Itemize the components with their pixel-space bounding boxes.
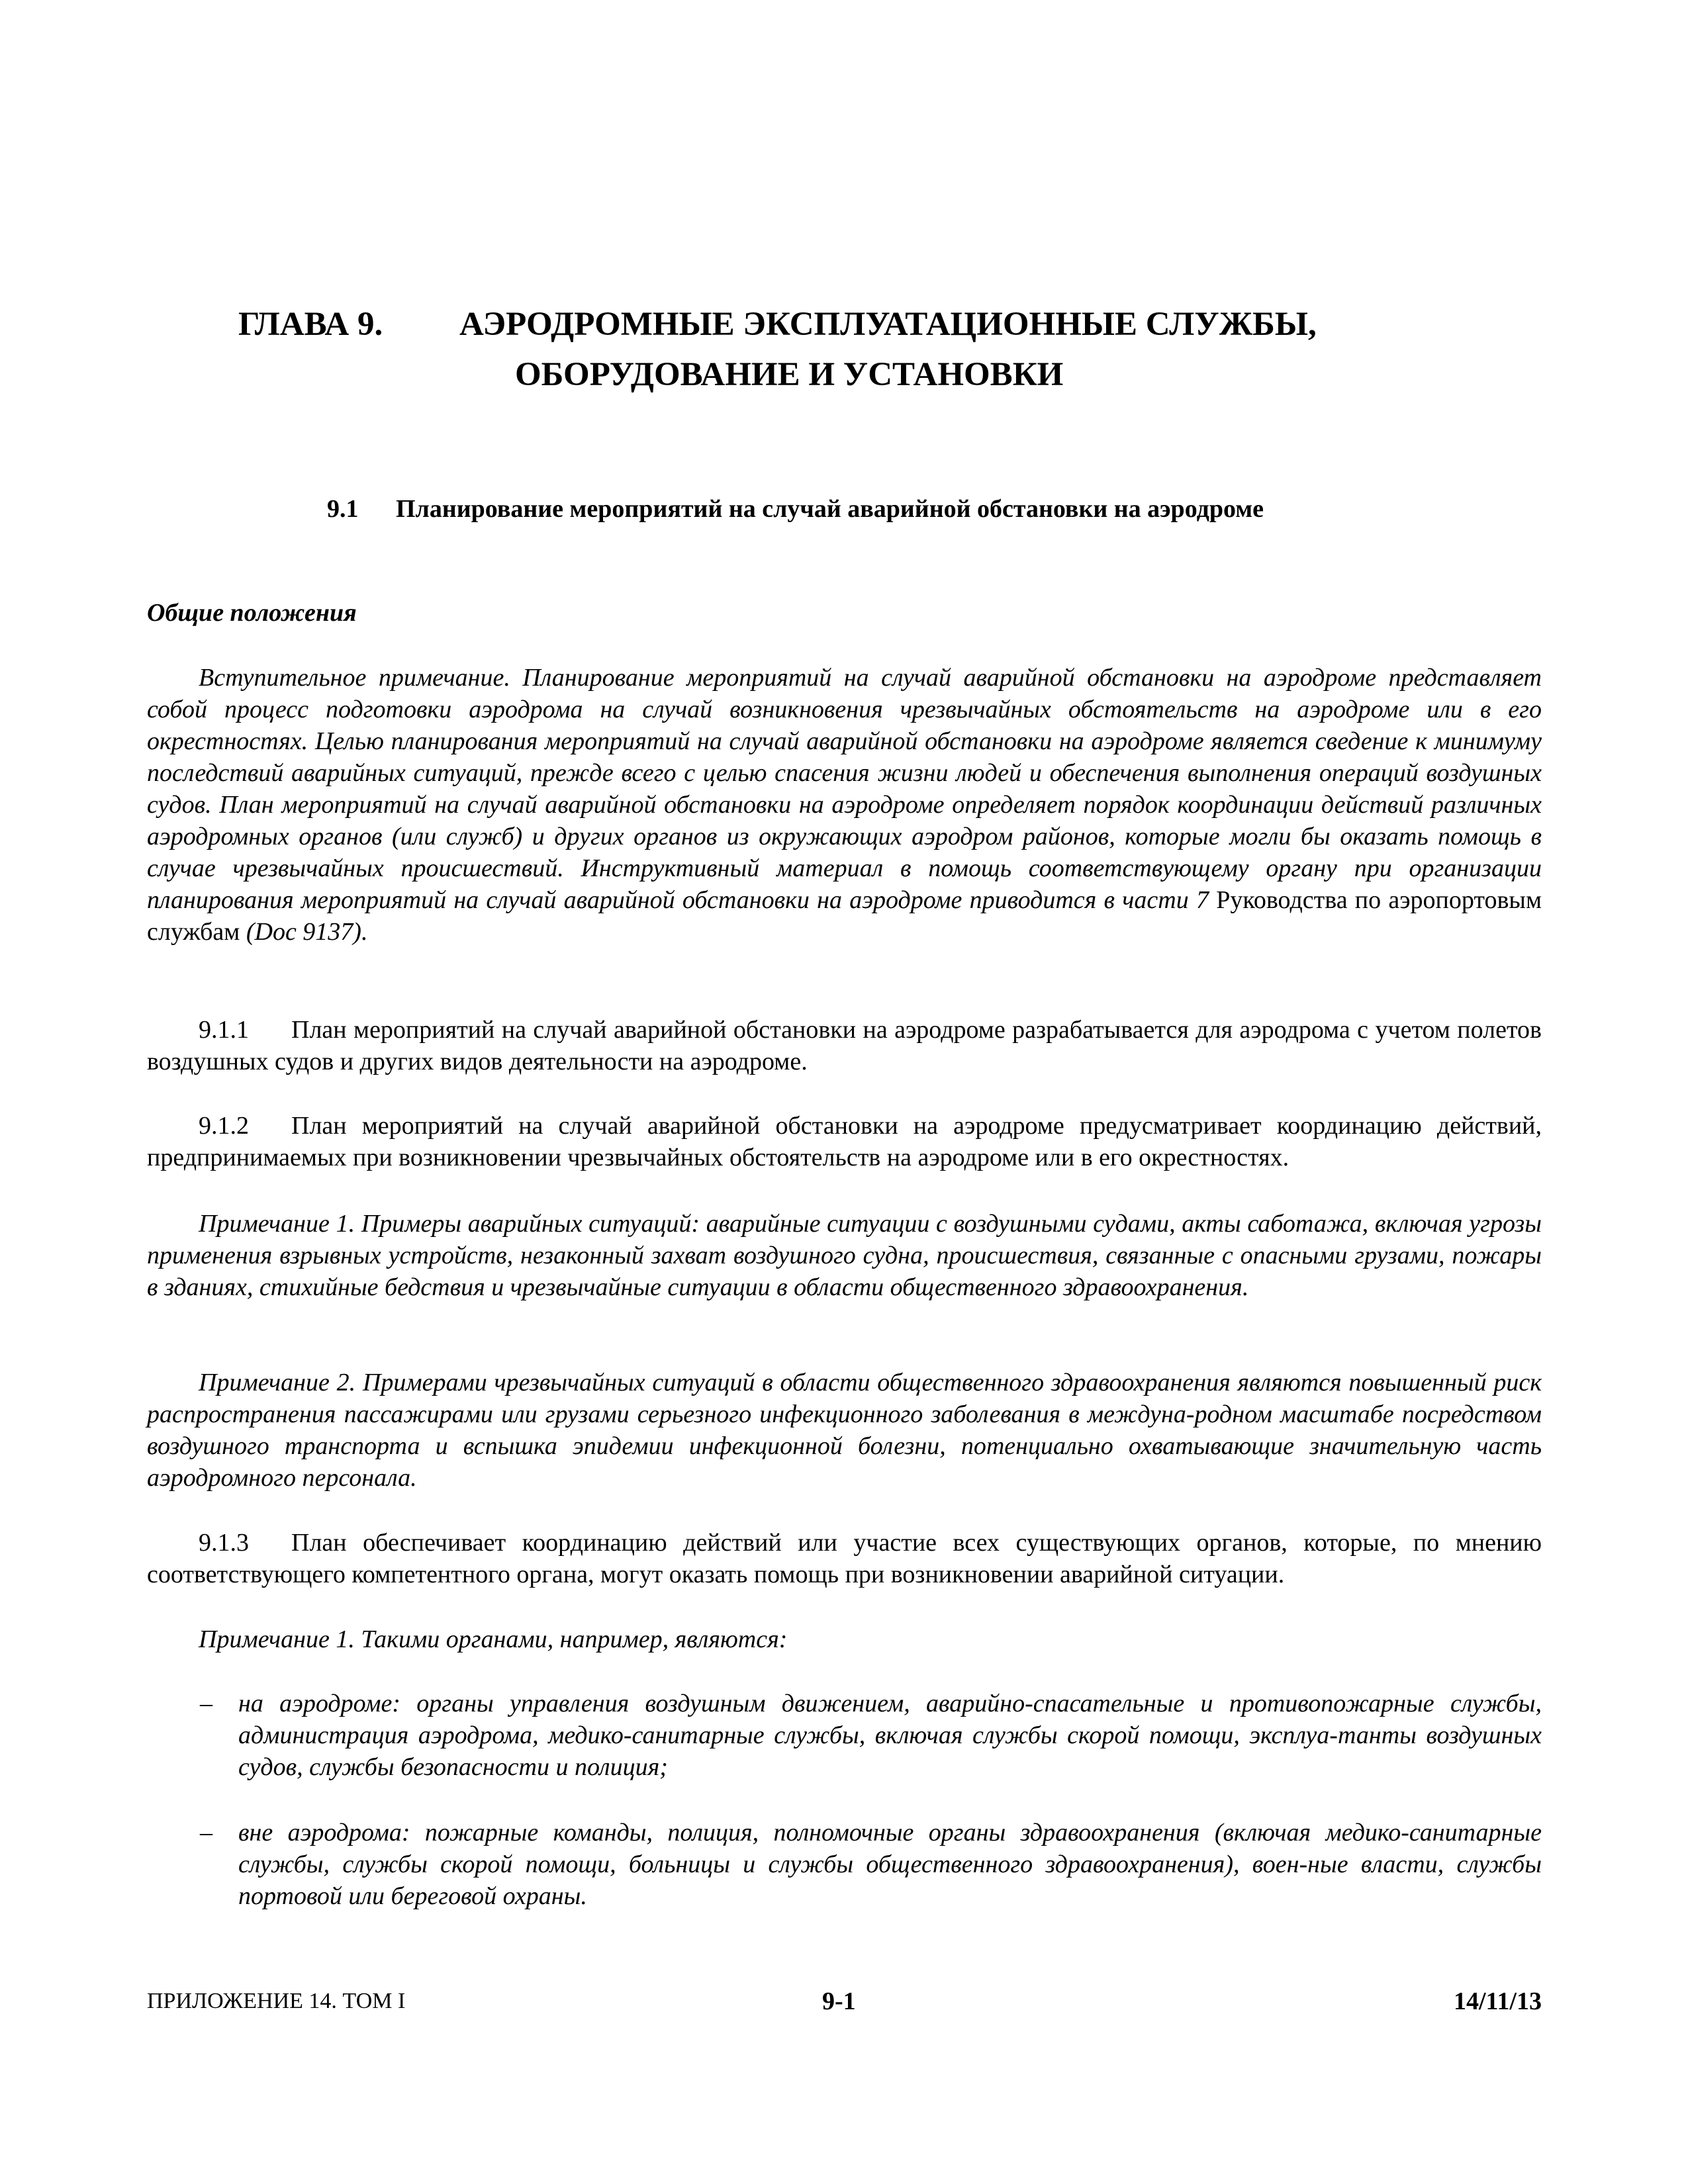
section-title: Планирование мероприятий на случай аварийной обстановки на аэродроме — [396, 495, 1264, 523]
chapter-title — [238, 299, 1496, 400]
page-footer — [147, 1985, 1542, 2019]
introductory-note — [147, 662, 1542, 948]
list-item-text: на аэродроме: органы управления воздушным движением, аварийно-спасательные и противопожарные службы, администрация аэродрома, медико-санитарные службы, включая службы скорой помощи, эксплуа-танты воздушных судов, службы безопасности и полиция; — [238, 1690, 1542, 1781]
doc-reference: (Doc 9137). — [246, 918, 368, 946]
note-text: Примечание 1. Такими органами, например, являются: — [199, 1625, 788, 1653]
footer-date: 14/11/13 — [1453, 1987, 1542, 2015]
paragraph-text: План мероприятий на случай аварийной обстановки на аэродроме предусматривает координацию действий, предпринимаемых при возникновении чрезвычайных обстоятельств на аэродроме или в его окрестностях. — [147, 1112, 1542, 1171]
list-dash: – — [200, 1819, 212, 1846]
paragraph-text: План мероприятий на случай аварийной обстановки на аэродроме разрабатывается для аэродрома с учетом полетов воздушных судов и других видов деятельности на аэродроме. — [147, 1016, 1542, 1075]
paragraph-number: 9.1.3 — [199, 1529, 249, 1557]
note-1-agencies — [147, 1623, 1542, 1655]
paragraph-text: План обеспечивает координацию действий или участие всех существующих органов, которые, по мнению соответствующего компетентного органа, могут оказать помощь при возникновении аварийной ситуации. — [147, 1529, 1542, 1588]
manual-reference: Руководства по аэропортовым службам — [147, 886, 1542, 946]
chapter-title-text-1: АЭРОДРОМНЫЕ ЭКСПЛУАТАЦИОННЫЕ СЛУЖБЫ, — [459, 306, 1317, 343]
chapter-title-line1 — [238, 299, 1496, 349]
subheading-general-provisions: Общие положения — [147, 599, 357, 627]
list-item — [147, 1688, 1542, 1783]
list-dash: – — [200, 1690, 212, 1717]
section-heading — [327, 493, 1264, 525]
list-item — [147, 1817, 1542, 1912]
chapter-number: ГЛАВА 9. — [238, 306, 383, 343]
paragraph-number: 9.1.2 — [199, 1112, 249, 1140]
paragraph-9-1-1 — [147, 1014, 1542, 1077]
list-item-text: вне аэродрома: пожарные команды, полиция, полномочные органы здравоохранения (включая медико-санитарные службы, службы скорой помощи, больницы и службы общественного здравоохранения), воен-ные власти, службы портовой или береговой охраны. — [238, 1819, 1542, 1910]
note-2-public-health — [147, 1367, 1542, 1494]
note-1-emergency-examples — [147, 1208, 1542, 1303]
paragraph-9-1-3 — [147, 1527, 1542, 1590]
note-text: Примечание 1. Примеры аварийных ситуаций: аварийные ситуации с воздушными судами, акты саботажа, включая угрозы применения взрывных устройств, незаконный захват воздушного судна, происшествия, связанные с опасными грузами, пожары в зданиях, стихийные бедствия и чрезвычайные ситуации в области общественного здравоохранения. — [147, 1210, 1542, 1301]
section-number: 9.1 — [327, 495, 359, 523]
note-text: Примечание 2. Примерами чрезвычайных ситуаций в области общественного здравоохранения являются повышенный риск распространения пассажирами или грузами серьезного инфекционного заболевания в междуна-родном масштабе посредством воздушного транспорта и вспышка эпидемии инфекционной болезни, потенциально охватывающие значительную часть аэродромного персонала. — [147, 1369, 1542, 1492]
footer-annex-label: ПРИЛОЖЕНИЕ 14. ТОМ I — [147, 1989, 406, 2013]
paragraph-9-1-2 — [147, 1110, 1542, 1173]
introductory-note-text: Вступительное примечание. Планирование мероприятий на случай аварийной обстановки на аэродроме представляет собой процесс подготовки аэродрома на случай возникновения чрезвычайных обстоятельств на аэродроме или в его окрестностях. Целью планирования мероприятий на случай аварийной обстановки на аэродроме является сведение к минимуму последствий аварийных ситуаций, прежде всего с целью спасения жизни людей и обеспечения выполнения операций воздушных судов. План мероприятий на случай аварийной обстановки на аэродроме определяет порядок координации действий различных аэродромных органов (или служб) и других органов из окружающих аэродром районов, которые могли бы оказать помощь в случае чрезвычайных происшествий. Инструктивный материал в помощь соответствующему органу при организации планирования мероприятий на случай аварийной обстановки на аэродроме приводится в части 7 — [147, 664, 1542, 914]
footer-page-number: 9-1 — [822, 1987, 856, 2015]
paragraph-number: 9.1.1 — [199, 1016, 249, 1044]
chapter-title-line2: ОБОРУДОВАНИЕ И УСТАНОВКИ — [515, 356, 1064, 393]
